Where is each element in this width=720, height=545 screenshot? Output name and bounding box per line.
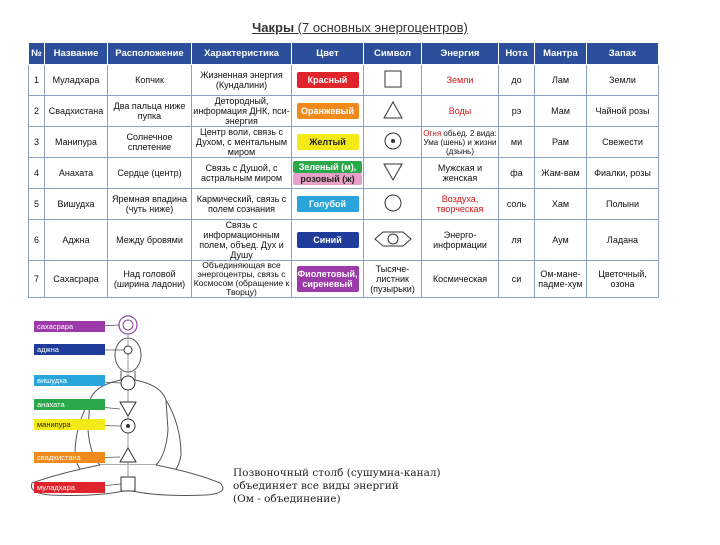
cell-characteristic: Объединяющая все энергоцентры, связь с Космосом (обращение к Творцу) [192, 261, 292, 298]
cell-location: Яремная впадина (чуть ниже) [108, 189, 192, 220]
cell-characteristic: Жизненная энергия (Кундалини) [192, 65, 292, 96]
cell-smell: Земли [587, 65, 659, 96]
cell-note: ля [499, 220, 535, 261]
cell-location: Копчик [108, 65, 192, 96]
caption-line-1: Позвоночный столб (сушумна-канал) [233, 467, 441, 479]
color-swatch: Синий [297, 232, 359, 248]
table-row [29, 220, 659, 261]
cell-note: фа [499, 158, 535, 189]
dot-circle-icon [383, 131, 403, 151]
header-name: Название [45, 43, 108, 65]
cell-num: 7 [29, 261, 45, 298]
square-icon [384, 70, 402, 88]
cell-name: Аджна [45, 220, 108, 261]
header-location: Расположение [108, 43, 192, 65]
color-swatch: Желтый [297, 134, 359, 150]
color-swatch: Фиолетовый, сиреневый [297, 266, 359, 292]
cell-symbol [364, 65, 422, 96]
cell-smell: Свежести [587, 127, 659, 158]
cell-mantra: Лам [535, 65, 587, 96]
tag-anahata: анахата [34, 399, 105, 410]
cell-mantra: Жам-вам [535, 158, 587, 189]
header-mantra: Мантра [535, 43, 587, 65]
cell-name: Анахата [45, 158, 108, 189]
cell-note: рэ [499, 96, 535, 127]
cell-name: Вишудха [45, 189, 108, 220]
cell-smell: Чайной розы [587, 96, 659, 127]
meditation-figure [20, 305, 245, 540]
header-note: Нота [499, 43, 535, 65]
cell-energy [422, 127, 499, 158]
cell-location: Солнечное сплетение [108, 127, 192, 158]
header-symbol: Символ [364, 43, 422, 65]
cell-color [292, 127, 364, 158]
color-swatch: Красный [297, 72, 359, 88]
cell-color [292, 220, 364, 261]
cell-location: Сердце (центр) [108, 158, 192, 189]
tag-svadhisthana: свадхистана [34, 452, 105, 463]
cell-color [292, 158, 364, 189]
cell-symbol [364, 96, 422, 127]
spine-caption [233, 467, 493, 506]
table-row [29, 189, 659, 220]
color-swatch: Оранжевый [297, 103, 359, 119]
cell-energy: Мужская и женская [422, 158, 499, 189]
cell-name: Манипура [45, 127, 108, 158]
cell-mantra: Аум [535, 220, 587, 261]
down-triangle-icon [383, 163, 403, 181]
tag-vishuddha: вишудха [34, 375, 105, 386]
cell-color [292, 189, 364, 220]
table-row [29, 65, 659, 96]
header-smell: Запах [587, 43, 659, 65]
cell-smell: Цветочный, озона [587, 261, 659, 298]
cell-name: Сахасрара [45, 261, 108, 298]
cell-note: до [499, 65, 535, 96]
cell-note: ми [499, 127, 535, 158]
cell-symbol: Тысяче-листник (пузырьки) [364, 261, 422, 298]
cell-energy: Энерго-информации [422, 220, 499, 261]
cell-energy: Воды [422, 96, 499, 127]
tag-manipura: манипура [34, 419, 105, 430]
cell-symbol [364, 220, 422, 261]
header-energy: Энергия [422, 43, 499, 65]
cell-color [292, 96, 364, 127]
table-header-row [29, 43, 659, 65]
table-row [29, 158, 659, 189]
cell-num: 5 [29, 189, 45, 220]
cell-characteristic: Связь с Душой, с астральным миром [192, 158, 292, 189]
cell-smell: Фиалки, розы [587, 158, 659, 189]
cell-characteristic: Детородный, информация ДНК, пси-энергия [193, 96, 290, 126]
header-num: № [29, 43, 45, 65]
table-row [29, 261, 659, 298]
cell-note: си [499, 261, 535, 298]
header-characteristic: Характеристика [192, 43, 292, 65]
cell-energy: Земли [422, 65, 499, 96]
cell-name: Свадхистана [45, 96, 108, 127]
cell-symbol [364, 189, 422, 220]
table-row [29, 96, 659, 127]
table-row [29, 127, 659, 158]
tag-ajna: аджна [34, 344, 105, 355]
tag-sahasrara: сахасрара [34, 321, 105, 332]
cell-num: 1 [29, 65, 45, 96]
cell-energy: Воздуха, творческая [422, 189, 499, 220]
chakra-table [28, 42, 659, 298]
triangle-icon [383, 101, 403, 119]
cell-characteristic: Связь с информационным полем, объед. Дух и Душу [192, 220, 292, 261]
color-swatch: Зеленый (м), [293, 161, 362, 173]
title-bold: Чакры [252, 20, 295, 35]
cell-num: 6 [29, 220, 45, 261]
cell-num: 3 [29, 127, 45, 158]
cell-symbol [364, 127, 422, 158]
caption-line-3: (Ом - объединение) [233, 493, 341, 505]
caption-line-2: объединяет все виды энергий [233, 480, 399, 492]
circle-icon [383, 193, 403, 213]
cell-characteristic: Центр воли, связь с Духом, с ментальным миром [192, 127, 292, 158]
cell-smell: Ладана [587, 220, 659, 261]
cell-color [292, 261, 364, 298]
color-swatch: Голубой [297, 196, 359, 212]
cell-location: Над головой (ширина ладони) [108, 261, 192, 298]
cell-location: Два пальца ниже пупка [108, 96, 192, 127]
cell-location: Между бровями [108, 220, 192, 261]
cell-num: 4 [29, 158, 45, 189]
color-swatch-secondary: розовый (ж) [293, 173, 362, 185]
cell-mantra: Ом-мане-падме-хум [535, 261, 587, 298]
eye-shape-icon [373, 230, 413, 248]
energy-main: Огня [423, 128, 442, 138]
cell-mantra: Рам [535, 127, 587, 158]
cell-color [292, 65, 364, 96]
energy-detail: обьед. 2 вида: Ума (шень) и жизни (дзынь) [423, 128, 497, 156]
cell-mantra: Мам [535, 96, 587, 127]
page-title [0, 20, 720, 35]
cell-characteristic: Кармический, связь с полем сознания [192, 189, 292, 220]
cell-mantra: Хам [535, 189, 587, 220]
cell-energy: Космическая [422, 261, 499, 298]
cell-num: 2 [29, 96, 45, 127]
tag-muladhara: муладхара [34, 482, 105, 493]
cell-note: соль [499, 189, 535, 220]
cell-smell: Полыни [587, 189, 659, 220]
header-color: Цвет [292, 43, 364, 65]
cell-name: Муладхара [45, 65, 108, 96]
cell-symbol [364, 158, 422, 189]
title-rest: (7 основных энергоцентров) [294, 20, 468, 35]
